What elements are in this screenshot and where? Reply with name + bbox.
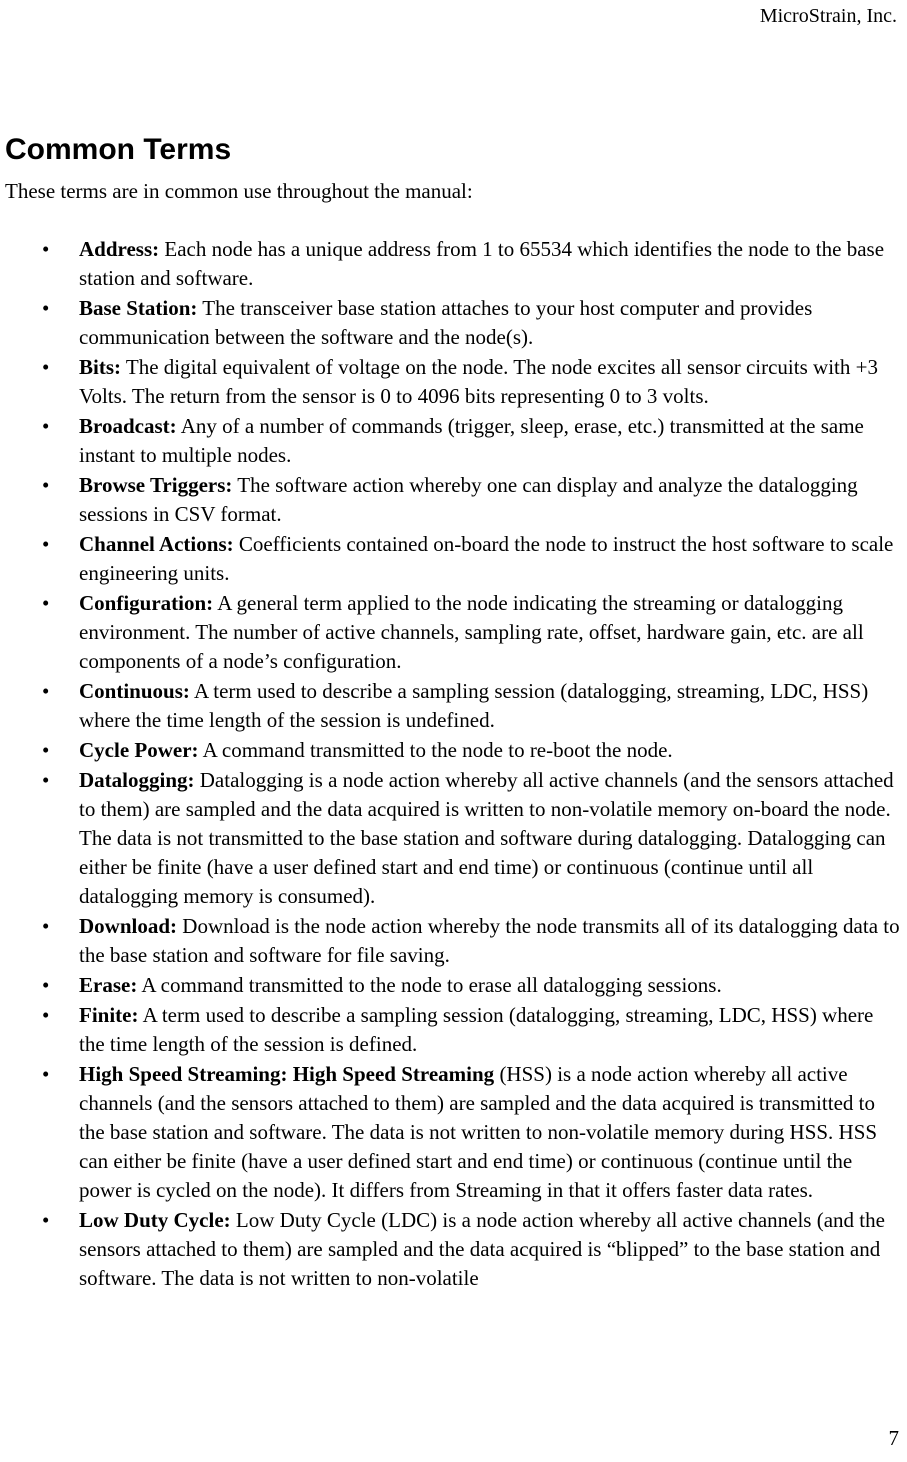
term-definition: A general term applied to the node indicating the streaming or datalogging environment. The number of active channels, sampling rate, offset, hardware gain, etc. are all components of a node’s configuration. [79,591,864,673]
term-datalogging [0,766,907,911]
term-download [0,912,907,970]
term-name: High Speed Streaming: High Speed Streaming [79,1062,495,1086]
term-name: Bits: [79,355,121,379]
term-definition: A command transmitted to the node to re-boot the node. [198,738,673,762]
term-name: Cycle Power: [79,738,199,762]
bullet-icon: • [42,296,50,320]
page-number: 7 [888,1426,899,1450]
term-name: Finite: [79,1003,139,1027]
term-definition: The transceiver base station attaches to your host computer and provides communication between the software and the node(s). [79,296,813,349]
term-bits [0,353,907,411]
section-intro: These terms are in common use throughout the manual: [5,179,473,203]
term-base-station [0,294,907,352]
term-erase [0,971,907,1000]
term-name: Channel Actions: [79,532,234,556]
bullet-icon: • [42,237,50,261]
bullet-icon: • [42,1062,50,1086]
term-finite [0,1001,907,1059]
term-definition: Coefficients contained on-board the node to instruct the host software to scale engineering units. [79,532,894,585]
term-name: Base Station: [79,296,198,320]
term-cycle-power [0,736,907,765]
term-definition: Download is the node action whereby the node transmits all of its datalogging data to the base station and software for file saving. [79,914,900,967]
term-address [0,235,907,293]
bullet-icon: • [42,738,50,762]
bullet-icon: • [42,1208,50,1232]
term-definition: A term used to describe a sampling session (datalogging, streaming, LDC, HSS) where the time length of the session is defined. [79,1003,874,1056]
term-definition: A term used to describe a sampling session (datalogging, streaming, LDC, HSS) where the time length of the session is undefined. [79,679,869,732]
term-definition: Datalogging is a node action whereby all active channels (and the sensors attached to them) are sampled and the data acquired is written to non-volatile memory on-board the node. The data is not transmitted to the base station and software during datalogging. Datalogging can either be finite (have a user defined start and end time) or continuous (continue until all datalogging memory is consumed). [79,768,894,908]
term-browse-triggers [0,471,907,529]
term-definition: Each node has a unique address from 1 to 65534 which identifies the node to the base station and software. [79,237,885,290]
section-title: Common Terms [5,133,232,166]
bullet-icon: • [42,532,50,556]
term-definition: Any of a number of commands (trigger, sleep, erase, etc.) transmitted at the same instant to multiple nodes. [79,414,864,467]
term-definition: Low Duty Cycle (LDC) is a node action whereby all active channels (and the sensors attached to them) are sampled and the data acquired is “blipped” to the base station and software. The data is not written to non-volatile [79,1208,885,1290]
term-low-duty-cycle [0,1206,907,1293]
term-broadcast [0,412,907,470]
bullet-icon: • [42,591,50,615]
bullet-icon: • [42,473,50,497]
bullet-icon: • [42,1003,50,1027]
terms-list [0,235,907,1294]
bullet-icon: • [42,679,50,703]
term-definition: A command transmitted to the node to erase all datalogging sessions. [137,973,722,997]
term-continuous [0,677,907,735]
term-name: Datalogging: [79,768,195,792]
term-name: Configuration: [79,591,214,615]
term-name: Browse Triggers: [79,473,233,497]
bullet-icon: • [42,414,50,438]
bullet-icon: • [42,973,50,997]
term-definition: The software action whereby one can display and analyze the datalogging sessions in CSV format. [79,473,858,526]
term-name: Broadcast: [79,414,177,438]
term-name: Download: [79,914,178,938]
term-name: Erase: [79,973,138,997]
term-high-speed-streaming [0,1060,907,1205]
term-channel-actions [0,530,907,588]
bullet-icon: • [42,914,50,938]
term-definition: The digital equivalent of voltage on the node. The node excites all sensor circuits with +3 Volts. The return from the sensor is 0 to 4096 bits representing 0 to 3 volts. [79,355,878,408]
bullet-icon: • [42,768,50,792]
page-header-company: MicroStrain, Inc. [759,5,897,27]
term-configuration [0,589,907,676]
term-name: Continuous: [79,679,190,703]
term-definition: (HSS) is a node action whereby all active channels (and the sensors attached to them) are sampled and the data acquired is transmitted to the base station and software. The data is not written to non-volatile memory during HSS. HSS can either be finite (have a user defined start and end time) or continuous (continue until the power is cycled on the node). It differs from Streaming in that it offers faster data rates. [79,1062,878,1202]
term-name: Low Duty Cycle: [79,1208,231,1232]
term-name: Address: [79,237,160,261]
bullet-icon: • [42,355,50,379]
